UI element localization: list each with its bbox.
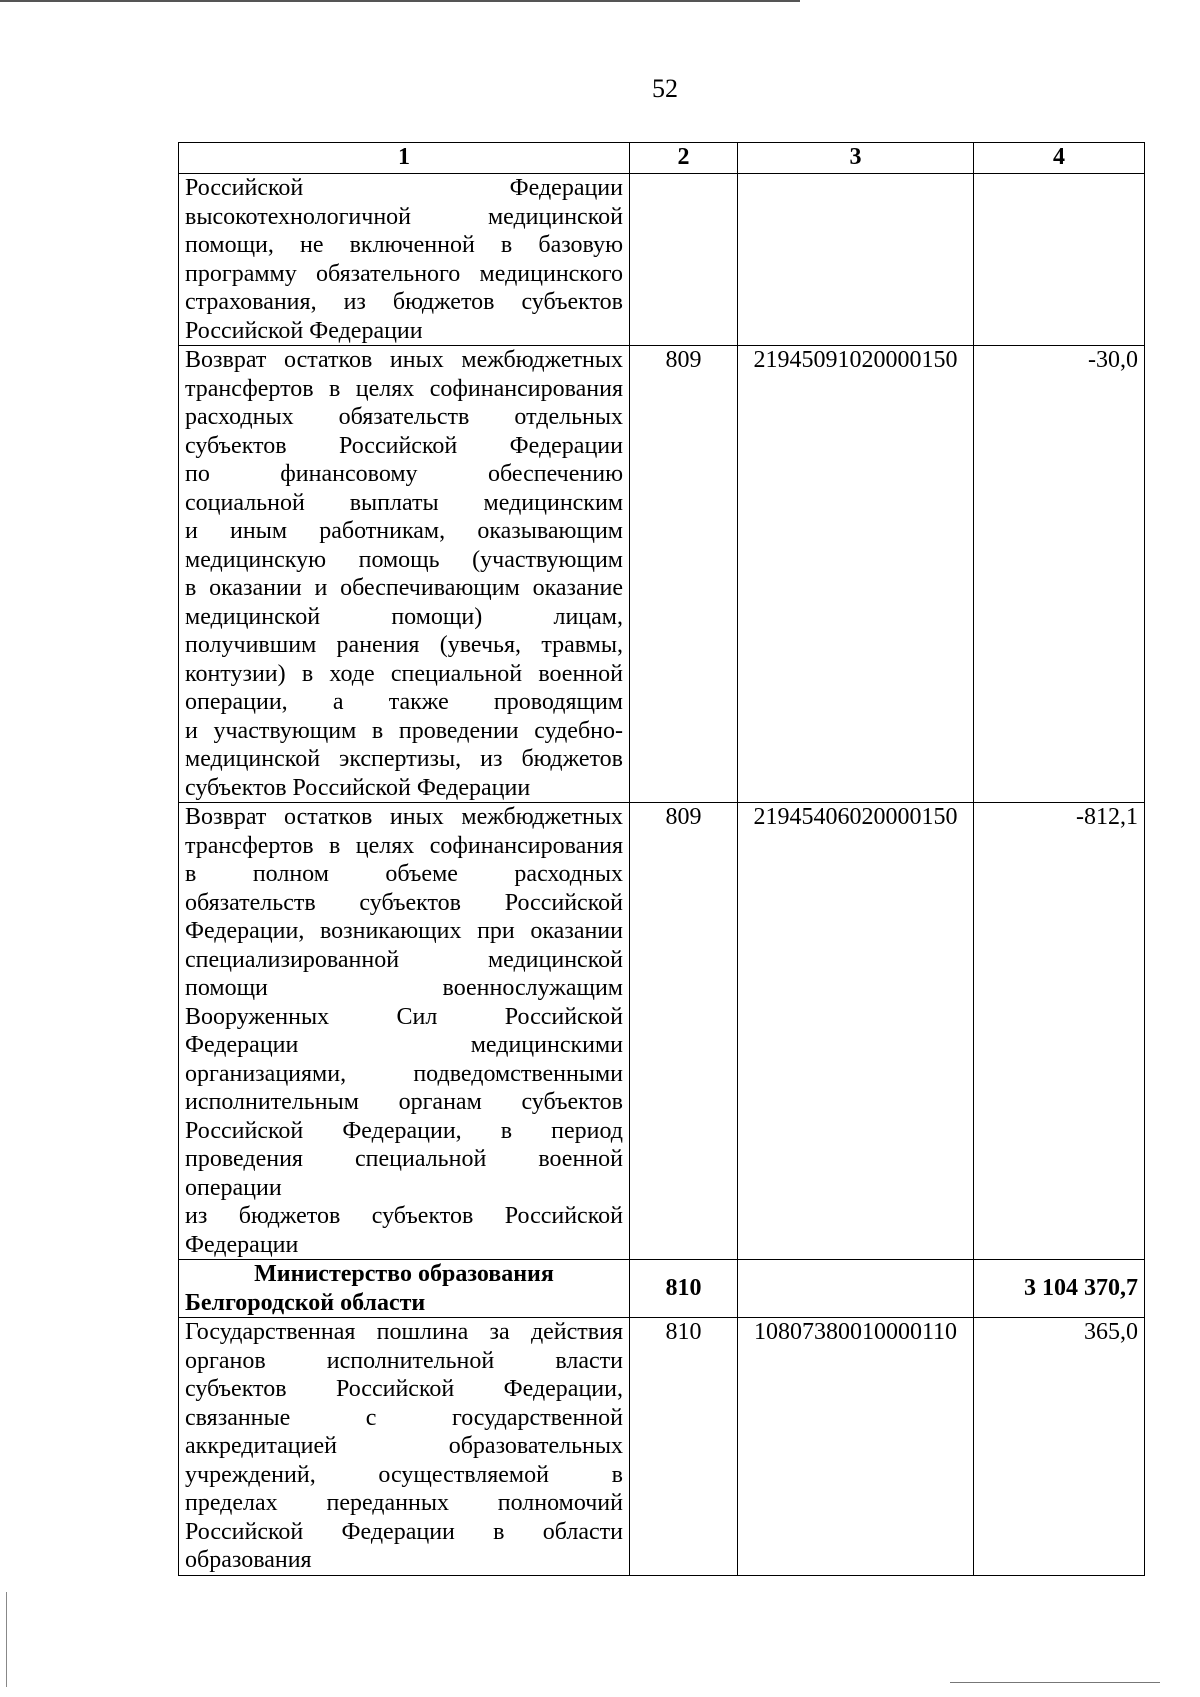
- description-line: учреждений, осуществляемой в: [185, 1461, 623, 1488]
- description-line: связанные с государственной: [185, 1404, 623, 1431]
- description-line: помощи, не включенной в базовую: [185, 232, 623, 258]
- row-admin-code: [630, 174, 738, 346]
- row-amount: -812,1: [974, 803, 1145, 1260]
- table-row: [179, 803, 1145, 1260]
- column-header-4: 4: [974, 143, 1145, 174]
- ministry-admin-code: 810: [630, 1260, 738, 1318]
- description-line: Федерации: [185, 1231, 299, 1258]
- table-header-row: [179, 143, 1145, 174]
- description-line: социальной выплаты медицинским: [185, 489, 623, 516]
- row-description: [179, 803, 630, 1260]
- description-line: контузии) в ходе специальной военной: [185, 660, 623, 687]
- description-line: Вооруженных Сил Российской: [185, 1003, 623, 1030]
- description-line: из бюджетов субъектов Российской: [185, 1203, 623, 1229]
- description-line: субъектов Российской Федерации: [185, 774, 531, 801]
- description-line: Федерации медицинскими: [185, 1032, 623, 1058]
- description-line: Возврат остатков иных межбюджетных: [185, 804, 623, 830]
- row-admin-code: 810: [630, 1318, 738, 1576]
- row-budget-code: 21945091020000150: [738, 346, 974, 803]
- description-line: Белгородской области: [185, 1289, 426, 1316]
- page-number: 52: [652, 74, 678, 103]
- description-line: и участвующим в проведении судебно-: [185, 717, 623, 744]
- row-amount: [974, 174, 1145, 346]
- description-line: специализированной медицинской: [185, 946, 623, 973]
- description-line: организациями, подведомственными: [185, 1060, 623, 1087]
- description-line: обязательств субъектов Российской: [185, 889, 623, 916]
- table-row: [179, 1318, 1145, 1576]
- description-line: трансфертов в целях софинансирования: [185, 375, 623, 402]
- description-line: в оказании и обеспечивающим оказание: [185, 575, 623, 601]
- scan-edge-left: [6, 1592, 7, 1687]
- row-admin-code: 809: [630, 346, 738, 803]
- description-line: Российской Федерации: [185, 175, 623, 201]
- description-line: расходных обязательств отдельных: [185, 404, 623, 430]
- description-line: операции, а также проводящим: [185, 689, 623, 715]
- description-line: медицинской помощи) лицам,: [185, 603, 623, 630]
- description-line: образования: [185, 1547, 312, 1573]
- description-line: субъектов Российской Федерации: [185, 432, 623, 459]
- description-line: медицинской экспертизы, из бюджетов: [185, 746, 623, 772]
- row-admin-code: 809: [630, 803, 738, 1260]
- description-line: проведения специальной военной: [185, 1146, 623, 1172]
- description-line: Министерство образования: [254, 1261, 554, 1287]
- column-header-2: 2: [630, 143, 738, 174]
- row-budget-code: 21945406020000150: [738, 803, 974, 1260]
- ministry-row: [179, 1260, 1145, 1318]
- description-line: Российской Федерации в области: [185, 1518, 623, 1545]
- description-line: Федерации, возникающих при оказании: [185, 918, 623, 944]
- description-line: по финансовому обеспечению: [185, 461, 623, 487]
- description-line: медицинскую помощь (участвующим: [185, 546, 623, 573]
- description-line: трансфертов в целях софинансирования: [185, 832, 623, 859]
- column-header-1: 1: [179, 143, 630, 174]
- row-description: [179, 1318, 630, 1576]
- row-description: [179, 346, 630, 803]
- row-amount: -30,0: [974, 346, 1145, 803]
- ministry-budget-code: [738, 1260, 974, 1318]
- description-line: пределах переданных полномочий: [185, 1490, 623, 1516]
- row-amount: 365,0: [974, 1318, 1145, 1576]
- description-line: получившим ранения (увечья, травмы,: [185, 632, 623, 658]
- description-line: Российской Федерации, в период: [185, 1117, 623, 1144]
- row-budget-code: [738, 174, 974, 346]
- description-line: Государственная пошлина за действия: [185, 1319, 623, 1345]
- description-line: субъектов Российской Федерации,: [185, 1376, 623, 1402]
- table-row: [179, 174, 1145, 346]
- row-description: [179, 174, 630, 346]
- description-line: программу обязательного медицинского: [185, 260, 623, 287]
- description-line: в полном объеме расходных: [185, 861, 623, 887]
- column-header-3: 3: [738, 143, 974, 174]
- description-line: Возврат остатков иных межбюджетных: [185, 347, 623, 373]
- description-line: органов исполнительной власти: [185, 1347, 623, 1374]
- scan-edge-bottom: [950, 1682, 1160, 1683]
- ministry-name: [179, 1260, 630, 1318]
- description-line: исполнительным органам субъектов: [185, 1089, 623, 1115]
- description-line: страхования, из бюджетов субъектов: [185, 289, 623, 315]
- description-line: операции: [185, 1174, 282, 1201]
- budget-table: [178, 142, 1145, 1576]
- row-budget-code: 10807380010000110: [738, 1318, 974, 1576]
- description-line: помощи военнослужащим: [185, 975, 623, 1001]
- description-line: Российской Федерации: [185, 317, 423, 344]
- description-line: аккредитацией образовательных: [185, 1433, 623, 1459]
- ministry-total-amount: 3 104 370,7: [974, 1260, 1145, 1318]
- description-line: высокотехнологичной медицинской: [185, 203, 623, 230]
- description-line: и иным работникам, оказывающим: [185, 518, 623, 544]
- scan-edge-top: [0, 0, 800, 2]
- table-row: [179, 346, 1145, 803]
